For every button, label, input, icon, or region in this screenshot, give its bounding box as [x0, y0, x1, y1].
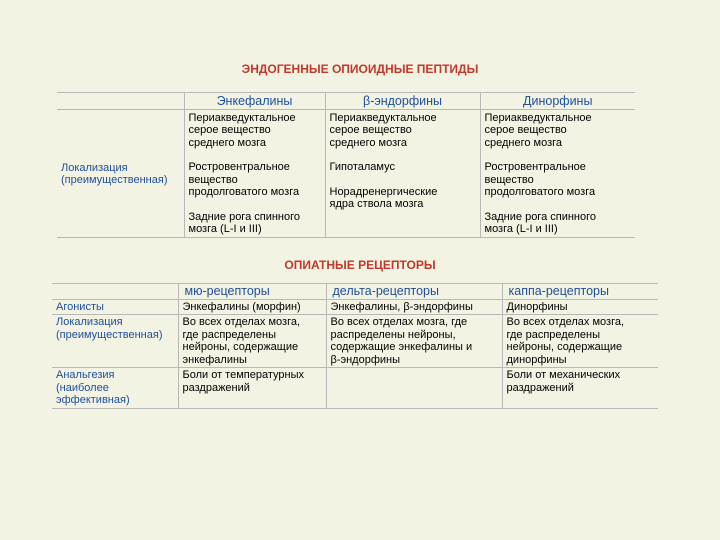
- cell-kappa-analgesia: [502, 368, 658, 409]
- cell-line: Динорфины: [506, 300, 568, 313]
- label-line: (преимущественная): [56, 328, 163, 341]
- cell-mu-localization: [178, 315, 326, 368]
- peptides-table: [57, 92, 635, 238]
- cell-dynorphins: [480, 109, 635, 237]
- cell-line: раздражений: [506, 381, 574, 394]
- cell-line: где распределены: [182, 328, 276, 341]
- cell-line: ядра ствола мозга: [329, 198, 424, 210]
- label-line: Анальгезия: [56, 369, 115, 381]
- cell-line: Энкефалины, β-эндорфины: [330, 300, 473, 313]
- header-enkephalins: Энкефалины: [184, 93, 325, 110]
- cell-line: серое вещество: [188, 124, 271, 136]
- cell-line: вещество: [484, 173, 534, 186]
- cell-delta-analgesia: [326, 368, 502, 409]
- cell-kappa-agonists: [502, 299, 658, 315]
- cell-line: содержащие энкефалины и: [330, 341, 473, 353]
- cell-line: Норадренергические: [329, 185, 438, 198]
- cell-delta-agonists: [326, 299, 502, 315]
- cell-line: β-эндорфины: [330, 353, 401, 366]
- cell-line: Периакведуктальное: [484, 111, 592, 124]
- table-row: [52, 299, 658, 315]
- label-line: Локализация: [61, 161, 128, 174]
- header-mu-receptors: мю-рецепторы: [178, 284, 326, 300]
- cell-line: Периакведуктальное: [329, 111, 437, 124]
- cell-mu-agonists: [178, 299, 326, 315]
- cell-line: где распределены: [506, 328, 600, 341]
- cell-line: Во всех отделах мозга,: [506, 316, 625, 328]
- label-line: (наиболее: [56, 381, 109, 394]
- cell-line: Боли от температурных: [182, 369, 304, 381]
- cell-line: раздражений: [182, 381, 250, 394]
- label-line: Агонисты: [56, 300, 104, 313]
- cell-line: продолговатого мозга: [188, 186, 300, 198]
- cell-line: Задние рога спинного: [484, 210, 597, 223]
- cell-line: среднего мозга: [484, 136, 563, 149]
- header-dynorphins: Динорфины: [480, 93, 635, 110]
- cell-delta-localization: [326, 315, 502, 368]
- row-label-localization: [57, 109, 184, 237]
- row-label-agonists: [52, 299, 178, 315]
- cell-line: Задние рога спинного: [188, 210, 301, 223]
- cell-line: Во всех отделах мозга, где: [330, 316, 468, 328]
- cell-line: мозга (L-I и III): [484, 223, 558, 235]
- corner-cell: [57, 93, 184, 110]
- cell-line: энкефалины: [182, 353, 247, 366]
- table-row: [52, 315, 658, 368]
- label-line: Локализация: [56, 316, 123, 328]
- peptides-title: ЭНДОГЕННЫЕ ОПИОИДНЫЕ ПЕПТИДЫ: [241, 62, 479, 76]
- cell-line: серое вещество: [484, 124, 567, 136]
- cell-line: Ростровентральное: [484, 161, 586, 173]
- cell-line: продолговатого мозга: [484, 186, 596, 198]
- cell-line: Боли от механических: [506, 369, 621, 381]
- row-label-localization: [52, 315, 178, 368]
- table-row: [52, 368, 658, 409]
- cell-line: вещество: [188, 173, 238, 186]
- cell-line: динорфины: [506, 353, 567, 366]
- cell-line: Периакведуктальное: [188, 111, 296, 124]
- cell-line: нейроны, содержащие: [506, 341, 623, 353]
- cell-beta-endorphins: [325, 109, 480, 237]
- cell-line: среднего мозга: [188, 136, 267, 149]
- header-beta-endorphins: β-эндорфины: [325, 93, 480, 110]
- cell-line: Ростровентральное: [188, 161, 290, 173]
- cell-line: нейроны, содержащие: [182, 341, 299, 353]
- receptors-table: [52, 283, 658, 409]
- label-line: (преимущественная): [61, 174, 168, 186]
- receptors-title: ОПИАТНЫЕ РЕЦЕПТОРЫ: [284, 258, 436, 272]
- cell-line: среднего мозга: [329, 136, 408, 149]
- cell-line: мозга (L-I и III): [188, 223, 262, 235]
- cell-line: Во всех отделах мозга,: [182, 316, 301, 328]
- header-kappa-receptors: каппа-рецепторы: [502, 284, 658, 300]
- cell-kappa-localization: [502, 315, 658, 368]
- cell-line: Энкефалины (морфин): [182, 300, 301, 313]
- row-label-analgesia: [52, 368, 178, 409]
- cell-line: серое вещество: [329, 124, 412, 136]
- label-line: эффективная): [56, 394, 130, 406]
- header-delta-receptors: дельта-рецепторы: [326, 284, 502, 300]
- cell-line: распределены нейроны,: [330, 328, 456, 341]
- cell-mu-analgesia: [178, 368, 326, 409]
- cell-enkephalins: [184, 109, 325, 237]
- cell-line: Гипоталамус: [329, 161, 395, 173]
- corner-cell: [52, 284, 178, 300]
